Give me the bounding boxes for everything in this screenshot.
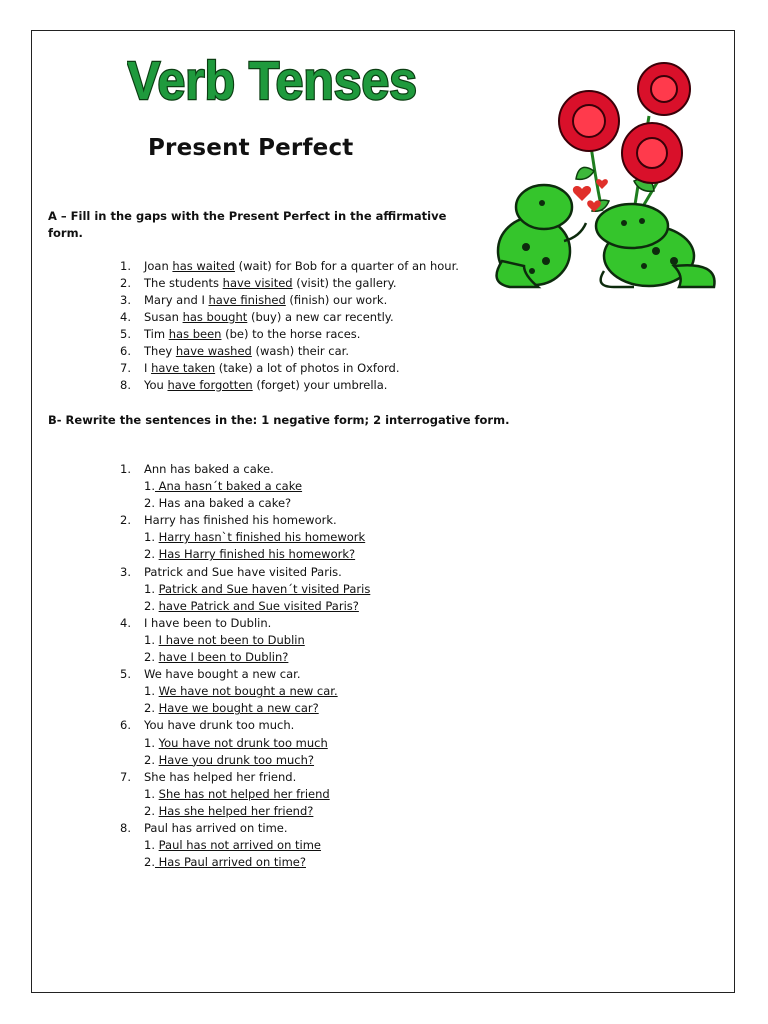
item-text: (wait) for Bob for a quarter of an hour.: [234, 259, 459, 273]
subtitle: Present Perfect: [148, 135, 354, 161]
item-number: 1.: [120, 462, 131, 476]
item-text: (visit) the gallery.: [292, 276, 397, 290]
item-text: (finish) our work.: [285, 293, 388, 307]
list-item: [120, 666, 370, 717]
item-number: 8.: [120, 820, 131, 835]
item-answer: have visited: [222, 276, 293, 290]
item-text: They: [144, 344, 176, 358]
interrogative-answer-text: Has Paul arrived on time?: [154, 855, 306, 870]
interrogative-answer-text: Has Harry finished his homework?: [158, 547, 356, 562]
section-b-instruction: B- Rewrite the sentences in the: 1 negative form; 2 interrogative form.: [48, 413, 510, 427]
list-item: [120, 326, 459, 343]
list-item: [120, 820, 370, 871]
title-wordart: [127, 45, 427, 111]
item-answer: has bought: [182, 310, 248, 324]
interrogative-answer: [120, 752, 370, 769]
list-item: [120, 275, 459, 292]
item-number: 4.: [120, 615, 131, 630]
interrogative-answer: [120, 598, 370, 615]
item-number: 5.: [120, 327, 131, 341]
answer-prefix: 1.: [144, 838, 159, 853]
negative-answer-text: Harry hasn`t finished his homework: [158, 530, 366, 545]
interrogative-answer: [120, 649, 370, 666]
item-sentence: [120, 615, 370, 632]
item-text: I: [144, 361, 152, 375]
answer-prefix: 2.: [144, 547, 159, 562]
item-text: Joan: [144, 259, 173, 273]
item-sentence: [120, 461, 370, 478]
item-text: Tim: [144, 327, 169, 341]
list-item: [120, 461, 370, 512]
item-number: 7.: [120, 361, 131, 375]
answer-prefix: 2.: [144, 598, 159, 613]
item-number: 6.: [120, 344, 131, 358]
item-sentence: [120, 769, 370, 786]
negative-answer: [120, 683, 370, 700]
list-item: [120, 309, 459, 326]
item-number: 1.: [120, 259, 131, 273]
item-answer: have forgotten: [167, 378, 253, 392]
item-sentence: [120, 717, 370, 734]
negative-answer: [120, 581, 370, 598]
answer-prefix: 1.: [144, 479, 155, 494]
item-number: 6.: [120, 718, 131, 733]
item-text: Mary and I: [144, 293, 209, 307]
interrogative-answer: [120, 854, 370, 871]
answer-prefix: 2.: [144, 752, 159, 767]
negative-answer-text: I have not been to Dublin: [158, 632, 305, 647]
answer-prefix: 1.: [144, 735, 159, 750]
list-item: [120, 343, 459, 360]
item-text: (wash) their car.: [251, 344, 350, 358]
negative-answer: [120, 786, 370, 803]
interrogative-answer-text: Have we bought a new car?: [158, 701, 319, 716]
negative-answer: [120, 837, 370, 854]
list-item: [120, 564, 370, 615]
item-sentence-text: She has helped her friend.: [144, 769, 297, 784]
item-answer: has waited: [172, 259, 235, 273]
negative-answer-text: Ana hasn´t baked a cake: [154, 479, 303, 494]
list-item: [120, 769, 370, 820]
item-sentence-text: We have bought a new car.: [144, 667, 301, 682]
negative-answer: [120, 632, 370, 649]
frogs-and-roses-clipart-icon: [484, 61, 724, 293]
worksheet-page: [31, 30, 735, 993]
negative-answer: [120, 735, 370, 752]
item-text: (take) a lot of photos in Oxford.: [215, 361, 400, 375]
item-text: (buy) a new car recently.: [247, 310, 394, 324]
item-text: Susan: [144, 310, 183, 324]
item-number: 3.: [120, 564, 131, 579]
answer-prefix: 1.: [144, 530, 159, 545]
list-item: [120, 292, 459, 309]
negative-answer-text: Patrick and Sue haven´t visited Paris: [158, 581, 371, 596]
section-a-instruction: A – Fill in the gaps with the Present Perfect in the affirmative form.: [48, 209, 447, 240]
answer-prefix: 1.: [144, 632, 159, 647]
item-sentence-text: Ann has baked a cake.: [144, 462, 274, 476]
answer-prefix: 1.: [144, 581, 159, 596]
item-answer: has been: [168, 327, 222, 341]
item-sentence-text: I have been to Dublin.: [144, 615, 272, 630]
interrogative-answer: [120, 700, 370, 717]
answer-prefix: 2. Has ana baked a cake?: [144, 496, 292, 511]
negative-answer-text: We have not bought a new car.: [158, 684, 338, 699]
interrogative-answer: [120, 803, 370, 820]
negative-answer: [120, 478, 370, 495]
negative-answer: [120, 529, 370, 546]
item-answer: have washed: [175, 344, 252, 358]
item-number: 2.: [120, 513, 131, 528]
negative-answer-text: She has not helped her friend: [158, 786, 330, 801]
list-item: [120, 360, 459, 377]
answer-prefix: 2.: [144, 701, 159, 716]
item-sentence-text: Harry has finished his homework.: [144, 513, 337, 528]
interrogative-answer: [120, 546, 370, 563]
answer-prefix: 1.: [144, 684, 159, 699]
answer-prefix: 1.: [144, 786, 159, 801]
item-answer: have finished: [208, 293, 286, 307]
item-sentence-text: You have drunk too much.: [144, 718, 295, 733]
section-a-list: [120, 258, 459, 394]
item-sentence: [120, 564, 370, 581]
list-item: [120, 258, 459, 275]
item-text: (forget) your umbrella.: [252, 378, 388, 392]
item-number: 8.: [120, 378, 131, 392]
interrogative-answer-text: Has she helped her friend?: [158, 803, 314, 818]
list-item: [120, 615, 370, 666]
answer-prefix: 2.: [144, 650, 159, 665]
negative-answer-text: Paul has not arrived on time: [158, 838, 322, 853]
item-text: (be) to the horse races.: [221, 327, 361, 341]
item-sentence-text: Patrick and Sue have visited Paris.: [144, 564, 342, 579]
list-item: [120, 377, 459, 394]
item-number: 2.: [120, 276, 131, 290]
negative-answer-text: You have not drunk too much: [158, 735, 328, 750]
item-sentence: [120, 666, 370, 683]
list-item: [120, 512, 370, 563]
answer-prefix: 2.: [144, 803, 159, 818]
item-sentence: [120, 820, 370, 837]
item-text: You: [144, 378, 168, 392]
item-number: 5.: [120, 667, 131, 682]
interrogative-answer: [120, 495, 370, 512]
interrogative-answer-text: have Patrick and Sue visited Paris?: [158, 598, 359, 613]
item-answer: have taken: [151, 361, 216, 375]
item-number: 3.: [120, 293, 131, 307]
list-item: [120, 717, 370, 768]
interrogative-answer-text: have I been to Dublin?: [158, 650, 289, 665]
title-text: Verb Tenses: [127, 51, 417, 111]
item-sentence-text: Paul has arrived on time.: [144, 820, 288, 835]
section-b-list: [120, 461, 370, 871]
interrogative-answer-text: Have you drunk too much?: [158, 752, 315, 767]
answer-prefix: 2.: [144, 855, 155, 870]
item-number: 7.: [120, 769, 131, 784]
item-text: The students: [144, 276, 223, 290]
item-sentence: [120, 512, 370, 529]
item-number: 4.: [120, 310, 131, 324]
